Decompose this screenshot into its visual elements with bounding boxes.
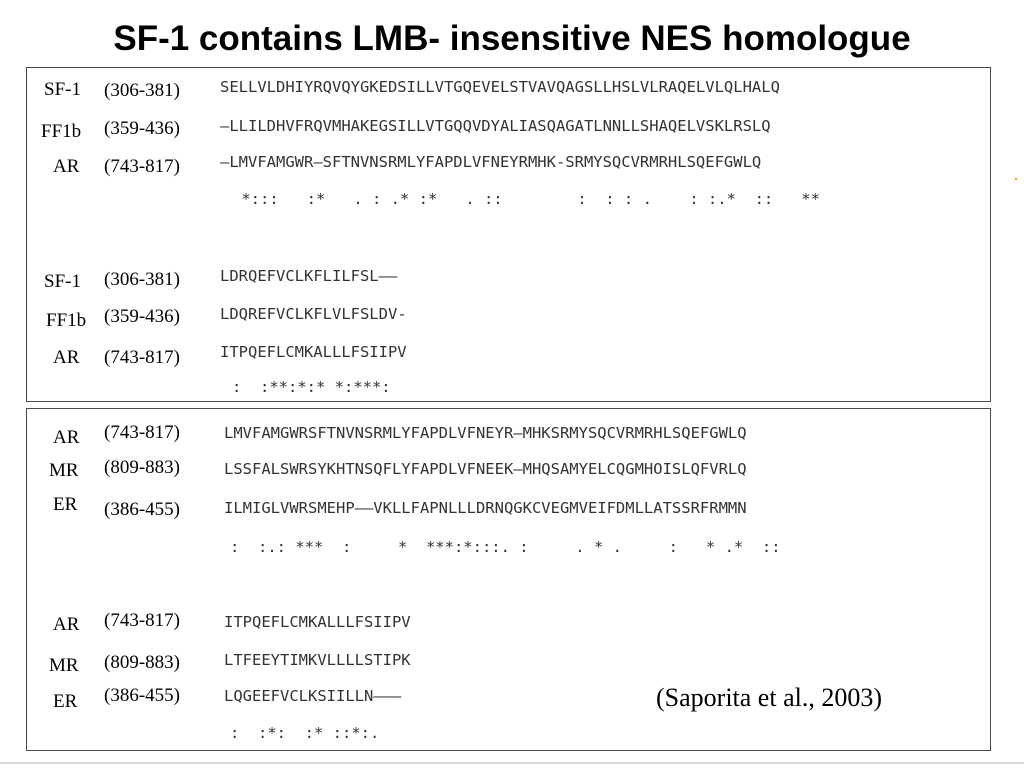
row-range: (809-883): [104, 457, 180, 478]
row-label: FF1b: [46, 310, 87, 331]
consensus-line: : :.: *** : * ***:*:::. : . * . : * .* ::: [230, 538, 781, 556]
sequence: —LMVFAMGWR—SFTNVNSRMLYFAPDLVFNEYRMHK-SRMYSQCVRMRHLSQEFGWLQ: [220, 153, 762, 171]
sequence: SELLVLDHIYRQVQYGKEDSILLVTGQEVELSTVAVQAGSLLHSLVLRAQELVLQLHALQ: [220, 78, 780, 96]
consensus-line: *::: :* . : .* :* . :: : : : . : :.* :: **: [232, 190, 820, 208]
sequence: LDRQEFVCLKFLILFSL——: [220, 267, 398, 285]
row-range: (386-455): [104, 685, 180, 706]
row-label: ER: [53, 494, 78, 515]
row-label: MR: [49, 460, 79, 481]
row-range: (386-455): [104, 499, 180, 520]
row-range: (743-817): [104, 422, 180, 443]
row-label: AR: [53, 156, 80, 177]
slide-title: SF-1 contains LMB- insensitive NES homologue: [113, 19, 911, 58]
row-range: (359-436): [104, 306, 180, 327]
row-label: AR: [53, 427, 80, 448]
consensus-line: : :**:*:* *:***:: [232, 378, 391, 396]
citation: (Saporita et al., 2003): [656, 683, 882, 712]
sequence: ILMIGLVWRSMEHP——VKLLFAPNLLLDRNQGKCVEGMVEIFDMLLATSSRFRMMN: [224, 499, 747, 517]
row-label: MR: [49, 655, 79, 676]
bottom-divider: [0, 762, 1024, 764]
row-range: (359-436): [104, 118, 180, 139]
sequence: LQGEEFVCLKSIILLN———: [224, 687, 402, 705]
row-range: (306-381): [104, 269, 180, 290]
row-range: (743-817): [104, 610, 180, 631]
row-label: SF-1: [44, 271, 81, 292]
decorative-speck: [1015, 178, 1017, 180]
sequence: ITPQEFLCMKALLLFSIIPV: [224, 613, 411, 631]
row-range: (743-817): [104, 347, 180, 368]
row-range: (306-381): [104, 80, 180, 101]
alignment-panel-sf1-ff1b-ar: [26, 67, 991, 402]
sequence: LSSFALSWRSYKHTNSQFLYFAPDLVFNEEK—MHQSAMYELCQGMHOISLQFVRLQ: [224, 460, 747, 478]
sequence: LDQREFVCLKFLVLFSLDV-: [220, 305, 407, 323]
row-label: ER: [53, 691, 78, 712]
row-range: (743-817): [104, 156, 180, 177]
row-range: (809-883): [104, 652, 180, 673]
row-label: AR: [53, 614, 80, 635]
row-label: AR: [53, 347, 80, 368]
row-label: FF1b: [41, 121, 82, 142]
sequence: ITPQEFLCMKALLLFSIIPV: [220, 343, 407, 361]
sequence: LMVFAMGWRSFTNVNSRMLYFAPDLVFNEYR—MHKSRMYSQCVRMRHLSQEFGWLQ: [224, 424, 747, 442]
sequence: —LLILDHVFRQVMHAKEGSILLVTGQQVDYALIASQAGATLNNLLSHAQELVSKLRSLQ: [220, 117, 771, 135]
row-label: SF-1: [44, 79, 81, 100]
consensus-line: : :*: :* ::*:.: [230, 724, 380, 742]
sequence: LTFEEYTIMKVLLLLSTIPK: [224, 651, 411, 669]
